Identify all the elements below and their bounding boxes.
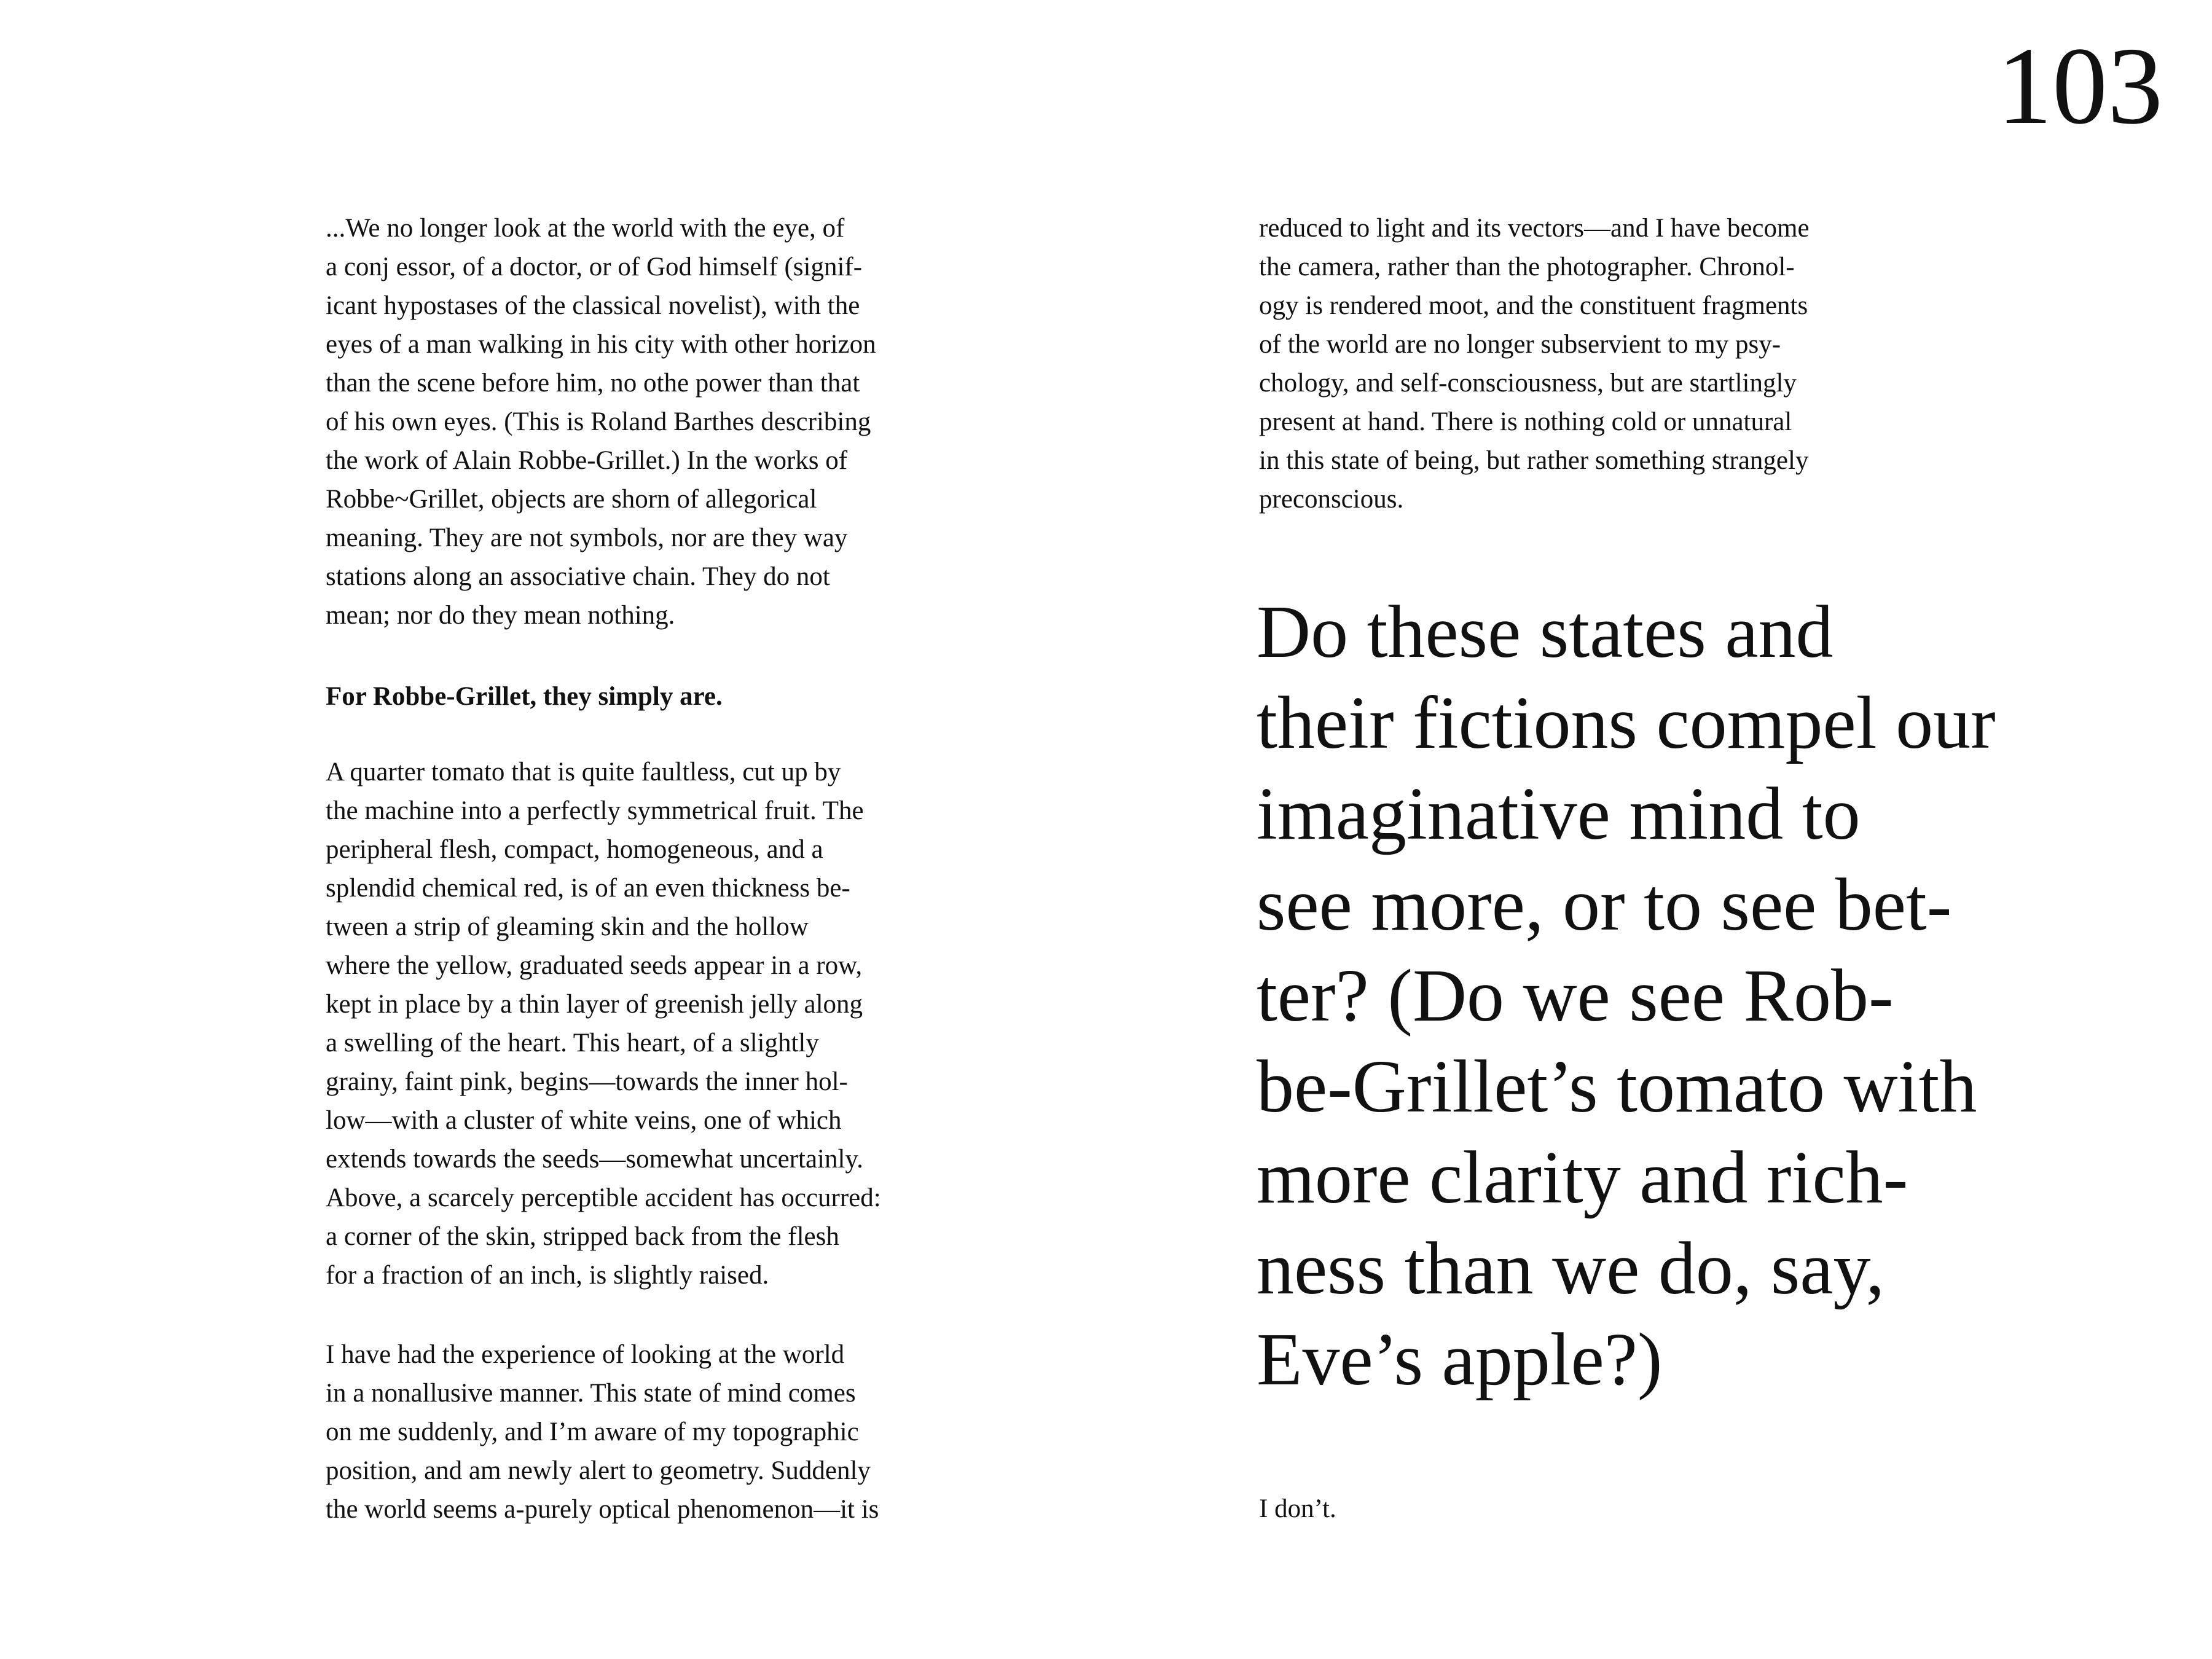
text-line: preconscious. — [1259, 485, 1404, 514]
text-line: ...We no longer look at the world with the eye, of — [326, 214, 845, 243]
text-line: a swelling of the heart. This heart, of a slightly — [326, 1029, 819, 1057]
text-line: more clarity and rich- — [1257, 1136, 1908, 1219]
text-line: kept in place by a thin layer of greenish jelly along — [326, 990, 863, 1019]
text-line: where the yellow, graduated seeds appear in a row, — [326, 951, 863, 980]
left-paragraph-3 — [326, 1335, 879, 1529]
text-line: Eve’s apple?) — [1257, 1318, 1663, 1401]
text-line: tween a strip of gleaming skin and the hollow — [326, 912, 809, 941]
text-line: extends towards the seeds—somewhat uncertainly. — [326, 1145, 863, 1174]
text-line: Do these states and — [1257, 590, 1834, 673]
text-line: ogy is rendered moot, and the constituent fragments — [1259, 291, 1808, 320]
left-paragraph-1 — [326, 209, 876, 635]
page-number: 103 — [1997, 25, 2163, 147]
text-line: present at hand. There is nothing cold or unnatural — [1259, 407, 1792, 436]
text-line: splendid chemical red, is of an even thickness be- — [326, 874, 850, 903]
text-line: eyes of a man walking in his city with other horizon — [326, 330, 876, 359]
text-line: peripheral flesh, compact, homogeneous, and a — [326, 835, 823, 864]
text-line: of his own eyes. (This is Roland Barthes describing — [326, 407, 871, 436]
text-line: for a fraction of an inch, is slightly raised. — [326, 1261, 769, 1290]
text-line: see more, or to see bet- — [1257, 863, 1952, 946]
text-line: grainy, faint pink, begins—towards the inner hol- — [326, 1067, 848, 1096]
text-line: Robbe~Grillet, objects are shorn of allegorical — [326, 485, 817, 514]
closing-line: I don’t. — [1259, 1494, 1336, 1523]
text-line: than the scene before him, no othe power than that — [326, 369, 860, 398]
bold-statement: For Robbe-Grillet, they simply are. — [326, 682, 723, 711]
text-line: the machine into a perfectly symmetrical fruit. The — [326, 796, 864, 825]
text-line: the world seems a-purely optical phenomenon—it is — [326, 1495, 879, 1524]
text-line: meaning. They are not symbols, nor are they way — [326, 524, 848, 552]
text-line: in this state of being, but rather something strangely — [1259, 446, 1809, 475]
text-line: a corner of the skin, stripped back from the flesh — [326, 1222, 839, 1251]
text-line: of the world are no longer subservient to my psy- — [1259, 330, 1781, 359]
text-line: be-Grillet’s tomato with — [1257, 1045, 1977, 1128]
left-paragraph-2 — [326, 753, 881, 1295]
text-line: in a nonallusive manner. This state of mind comes — [326, 1379, 856, 1408]
text-line: imaginative mind to — [1257, 772, 1861, 855]
text-line: on me suddenly, and I’m aware of my topographic — [326, 1418, 859, 1446]
text-line: the camera, rather than the photographer. Chronol- — [1259, 253, 1795, 281]
text-line: Above, a scarcely perceptible accident has occurred: — [326, 1183, 881, 1212]
text-line: the work of Alain Robbe-Grillet.) In the works of — [326, 446, 848, 475]
text-line: A quarter tomato that is quite faultless, cut up by — [326, 758, 841, 786]
text-line: a conj essor, of a doctor, or of God himself (signif- — [326, 253, 863, 281]
text-line: low—with a cluster of white veins, one of which — [326, 1106, 842, 1135]
text-line: I have had the experience of looking at the world — [326, 1340, 845, 1369]
text-line: ter? (Do we see Rob- — [1257, 954, 1894, 1037]
right-paragraph-1 — [1259, 209, 1810, 519]
pull-quote — [1257, 587, 1996, 1405]
text-line: icant hypostases of the classical novelist), with the — [326, 291, 860, 320]
text-line: chology, and self-consciousness, but are startlingly — [1259, 369, 1797, 398]
text-line: stations along an associative chain. They do not — [326, 562, 830, 591]
text-line: mean; nor do they mean nothing. — [326, 601, 675, 630]
text-line: position, and am newly alert to geometry. Suddenly — [326, 1456, 871, 1485]
text-line: their fictions compel our — [1257, 681, 1996, 764]
text-line: reduced to light and its vectors—and I have become — [1259, 214, 1810, 243]
text-line: ness than we do, say, — [1257, 1227, 1885, 1310]
